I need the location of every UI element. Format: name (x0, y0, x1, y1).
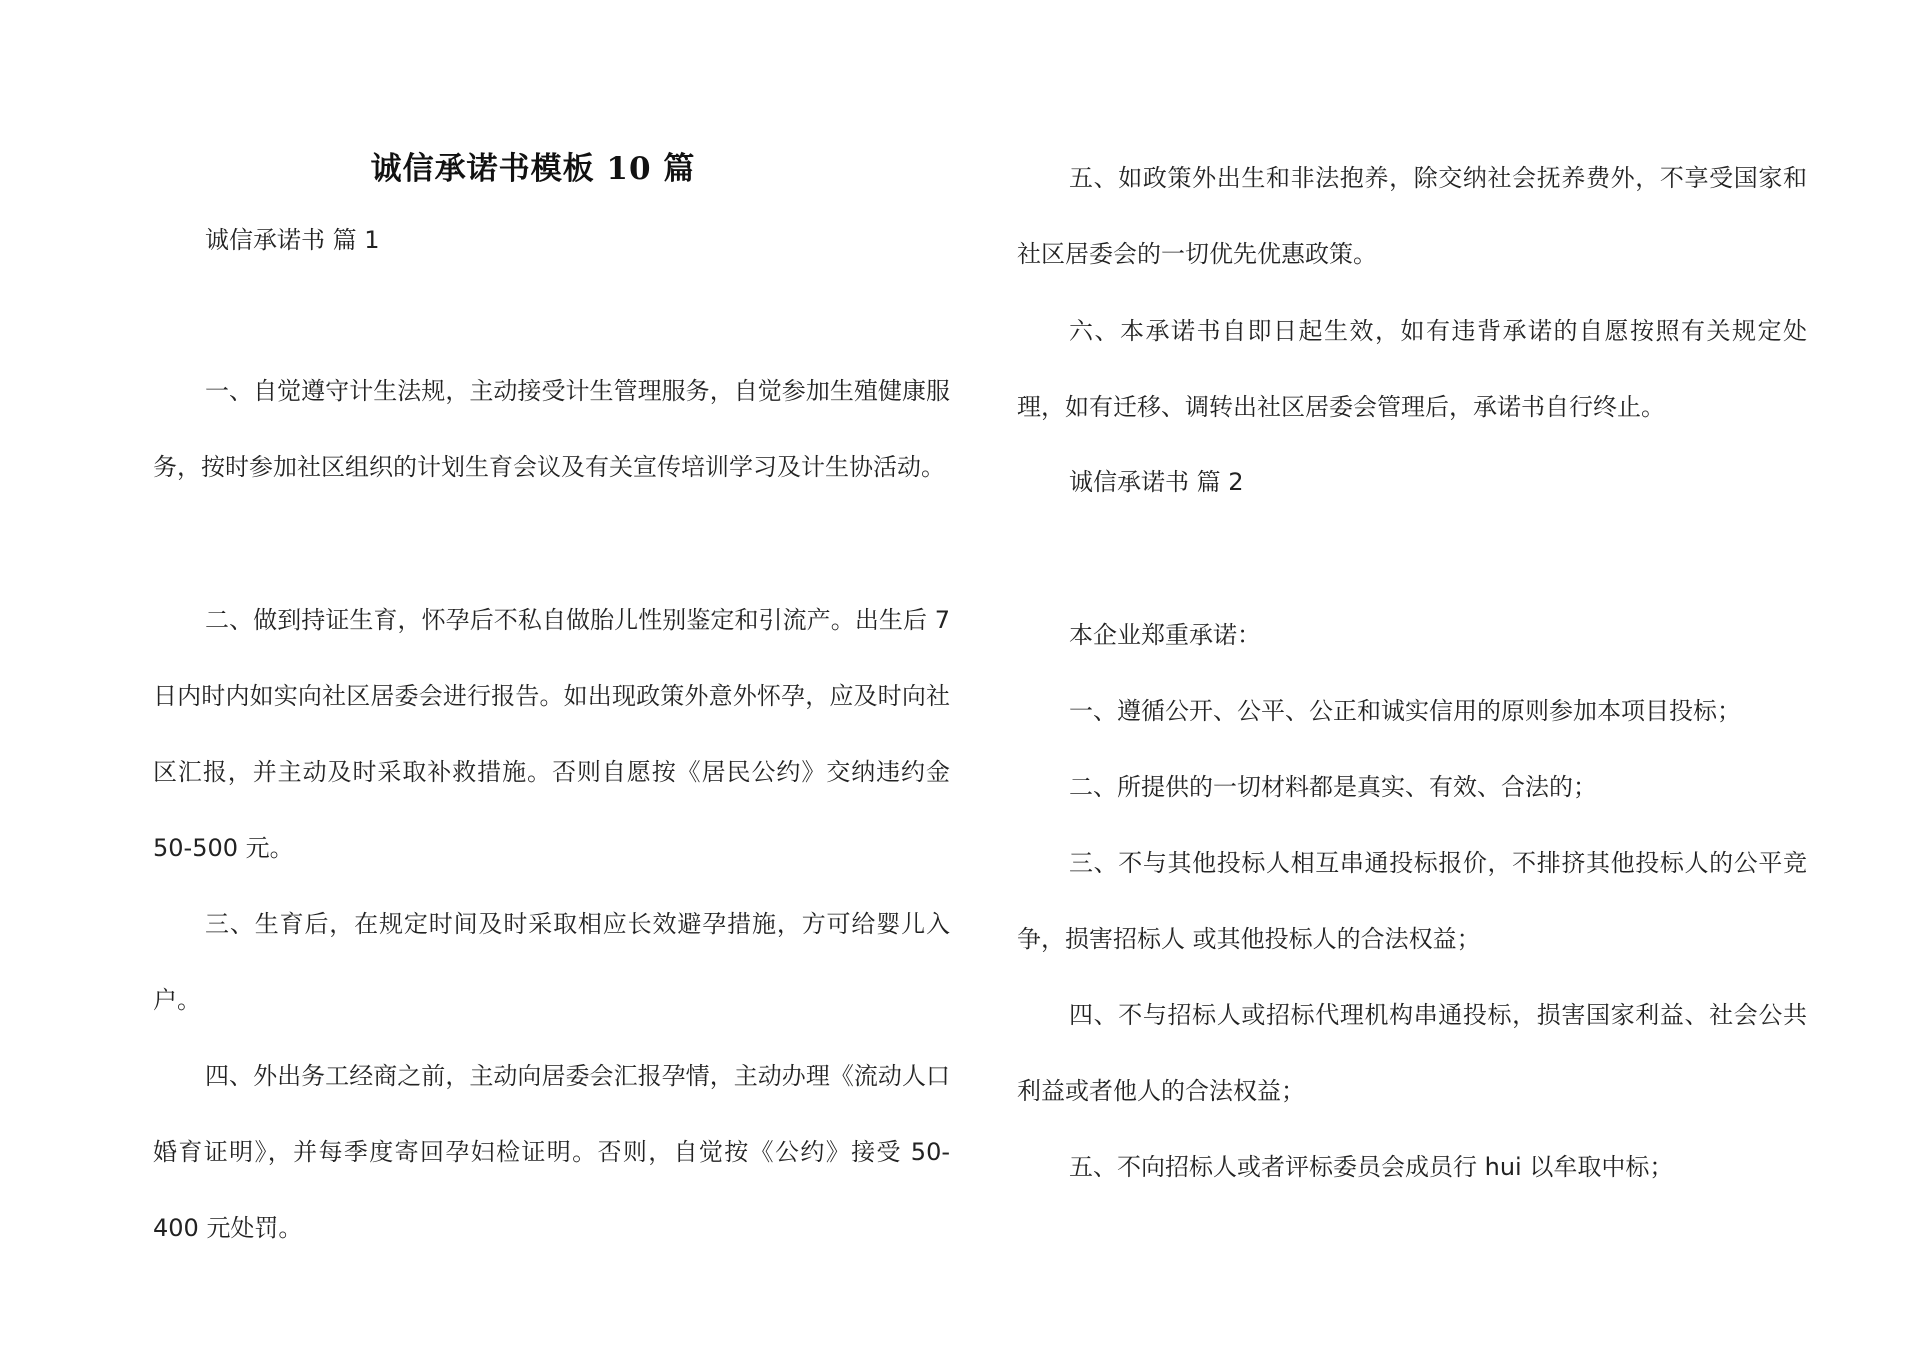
paragraph-commitment-5: 五、不向招标人或者评标委员会成员行 hui 以牟取中标； (1069, 1153, 1674, 1181)
paragraph-6: 六、本承诺书自即日起生效，如有违背承诺的自愿按照有关规定处理，如有迁移、调转出社区居委会管理后，承诺书自行终止。 (1017, 317, 1807, 421)
paragraph-commitment-intro: 本企业郑重承诺： (1069, 621, 1261, 649)
paragraph-4: 四、外出务工经商之前，主动向居委会汇报孕情，主动办理《流动人口婚育证明》，并每季度寄回孕妇检证明。否则，自觉按《公约》接受 50-400 元处罚。 (153, 1062, 950, 1242)
section-heading-1: 诚信承诺书 篇 1 (205, 226, 380, 254)
section-heading-2: 诚信承诺书 篇 2 (1069, 468, 1244, 496)
paragraph-commitment-3: 三、不与其他投标人相互串通投标报价，不排挤其他投标人的公平竞争，损害招标人 或其他投标人的合法权益； (1017, 849, 1807, 953)
paragraph-5: 五、如政策外出生和非法抱养，除交纳社会抚养费外，不享受国家和社区居委会的一切优先优惠政策。 (1017, 164, 1807, 268)
paragraph-3: 三、生育后，在规定时间及时采取相应长效避孕措施，方可给婴儿入户。 (153, 910, 950, 1014)
document-title: 诚信承诺书模板 10 篇 (370, 151, 696, 187)
paragraph-commitment-4: 四、不与招标人或招标代理机构串通投标，损害国家利益、社会公共利益或者他人的合法权益； (1017, 1001, 1807, 1105)
paragraph-commitment-2: 二、所提供的一切材料都是真实、有效、合法的； (1069, 773, 1597, 801)
paragraph-commitment-1: 一、遵循公开、公平、公正和诚实信用的原则参加本项目投标； (1069, 697, 1741, 725)
paragraph-1: 一、自觉遵守计生法规，主动接受计生管理服务，自觉参加生殖健康服务，按时参加社区组织的计划生育会议及有关宣传培训学习及计生协活动。 (153, 377, 950, 481)
paragraph-2: 二、做到持证生育，怀孕后不私自做胎儿性别鉴定和引流产。出生后 7 日内时内如实向社区居委会进行报告。如出现政策外意外怀孕，应及时向社区汇报，并主动及时采取补救措施。否则自愿按《居民公约》交纳违约金 50-500 元。 (153, 606, 950, 862)
